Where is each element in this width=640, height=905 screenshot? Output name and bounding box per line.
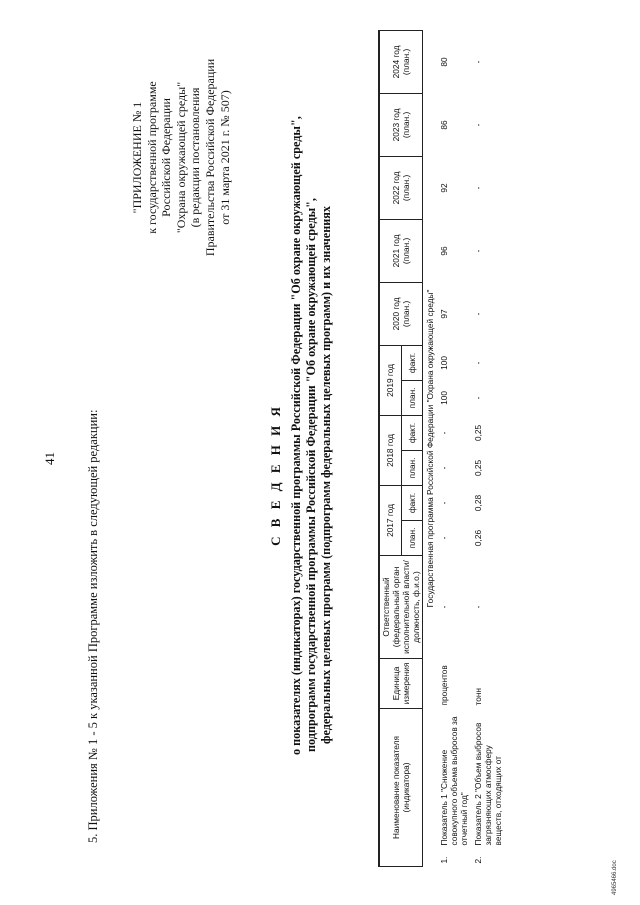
heading-line: о показателях (индикаторах) государственной программы Российской Федерации "Об охране окружающей среды", [289, 116, 303, 755]
responsible-cell: - [473, 605, 483, 609]
header-responsible: Ответственный (федеральный орган исполнительной власти/должность, ф.и.о.) [379, 555, 423, 658]
appendix-line: к государственной программе [144, 81, 159, 234]
page-number: 41 [42, 452, 57, 465]
plan-2018-cell: 0,25 [473, 459, 483, 477]
fact-2018-cell: - [439, 431, 449, 435]
header-name: Наименование показателя (индикатора) [379, 708, 423, 866]
table-row [471, 30, 505, 866]
value-2021-cell: - [473, 249, 483, 253]
header-2020: 2020 год (план.) [379, 282, 423, 345]
fact-2018-cell: 0,25 [473, 424, 483, 442]
header-fact: факт. [401, 345, 422, 380]
plan-2019-cell: 100 [439, 391, 449, 405]
header-plan: план. [401, 520, 422, 555]
appendix-line: (в редакции постановления [188, 87, 203, 228]
appendix-line: Российской Федерации [159, 98, 174, 217]
indicator-name: Показатель 2 "Объем выбросов загрязняющих атмосферу веществ, отходящих от [473, 722, 503, 846]
value-2023-cell: - [473, 123, 483, 127]
program-label: Государственная программа Российской Федерации "Охрана окружающей среды" [425, 289, 435, 608]
value-2022-cell: 92 [439, 183, 449, 193]
intro-text: 5. Приложения № 1 - 5 к указанной Программе изложить в следующей редакции: [86, 409, 100, 843]
fact-2017-cell: 0,28 [473, 494, 483, 512]
header-unit: Единица измерения [379, 658, 423, 708]
header-2017: 2017 год [379, 485, 401, 555]
appendix-block [130, 30, 232, 285]
plan-2017-cell: 0,26 [473, 529, 483, 547]
fact-2017-cell: - [439, 501, 449, 505]
appendix-line: Правительства Российской Федерации [202, 58, 217, 257]
value-2020-cell: 97 [439, 309, 449, 319]
value-2023-cell: 86 [439, 120, 449, 130]
program-row [423, 30, 438, 866]
appendix-line: "ПРИЛОЖЕНИЕ № 1 [130, 101, 144, 214]
plan-2017-cell: - [439, 536, 449, 540]
appendix-line: "Охрана окружающей среды" [173, 81, 188, 234]
table-row [437, 30, 471, 866]
footer-file-code: 4965466.doc [612, 860, 618, 895]
row-number: 1. [439, 856, 449, 864]
indicator-name: Показатель 1 "Снижение совокупного объема выбросов за отчетный год" [439, 716, 469, 846]
document-heading [268, 116, 334, 755]
header-2023: 2023 год (план.) [379, 93, 423, 156]
fact-2019-cell: 100 [439, 356, 449, 370]
heading-line: федеральных целевых программ (подпрограмм федеральных целевых программ) и их значениях [319, 206, 333, 744]
plan-2018-cell: - [439, 466, 449, 470]
header-2018: 2018 год [379, 415, 401, 485]
row-number: 2. [473, 856, 483, 864]
header-plan: план. [401, 380, 422, 415]
header-2024: 2024 год (план.) [379, 30, 423, 93]
unit-cell: тонн [473, 687, 483, 706]
value-2021-cell: 96 [439, 246, 449, 256]
indicators-table [378, 30, 505, 867]
header-plan: план. [401, 450, 422, 485]
value-2024-cell: 80 [439, 57, 449, 67]
header-2022: 2022 год (план.) [379, 156, 423, 219]
value-2024-cell: - [473, 60, 483, 64]
heading-line: подпрограмм государственной программы Российской Федерации "Об охране окружающей среды", [304, 198, 318, 752]
responsible-cell: - [439, 605, 449, 609]
value-2020-cell: - [473, 312, 483, 316]
header-fact: факт. [401, 415, 422, 450]
header-fact: факт. [401, 485, 422, 520]
header-2021: 2021 год (план.) [379, 219, 423, 282]
header-2019: 2019 год [379, 345, 401, 415]
appendix-line: от 31 марта 2021 г. № 507) [217, 90, 232, 225]
value-2022-cell: - [473, 186, 483, 190]
heading-title: С В Е Д Е Н И Я [268, 404, 283, 546]
plan-2019-cell: - [473, 396, 483, 400]
unit-cell: процентов [439, 665, 449, 706]
fact-2019-cell: - [473, 361, 483, 365]
